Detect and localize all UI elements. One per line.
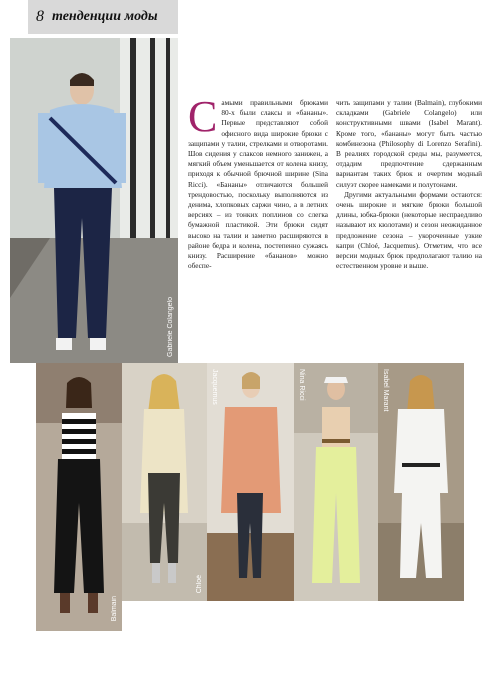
- photo-balmain: [36, 363, 122, 631]
- paragraph: чить защипами у талии (Balmain), глубокими складками (Gabriele Colangelo) или конструктивными швами (Isabel Marant). Кроме того, «бананы» могут быть частью комбинезона (Philosophy di Lorenzo Serafini). В реалиях городской среды мы, разумеется, отдадим предпочтение сдержанным вариантам таких брюк и очертим модный силуэт скорее намеками и полутонами.: [336, 98, 482, 189]
- photo-caption: Nina Ricci: [298, 369, 305, 401]
- drop-cap: С: [188, 92, 218, 141]
- article-column-2: [336, 98, 482, 271]
- section-title: тенденции моды: [52, 9, 158, 24]
- runway-photo-illustration: [36, 363, 122, 631]
- photo-caption: Gabriele Colangelo: [167, 297, 174, 357]
- runway-photo-illustration: [207, 363, 294, 601]
- page-number: 8: [36, 8, 44, 25]
- photo-gabriele-colangelo: [10, 38, 178, 363]
- paragraph: Другими актуальными формами остаются: очень широкие и мягкие брюки большой длины, юбка-брюки (некоторые неспраедливо называют их кюлотами) и сезон неожиданное предложение сезона – укороченные узкие капри (Chloé, Jacquemus). Отметим, что все версии модных брюк предполагают талию на естественном уровне и выше.: [336, 189, 482, 271]
- photo-jacquemus: [207, 363, 294, 601]
- section-header: [28, 0, 178, 34]
- runway-photo-illustration: [378, 363, 464, 601]
- runway-photo-illustration: [10, 38, 178, 363]
- runway-photo-illustration: [122, 363, 207, 601]
- photo-chloe: [122, 363, 207, 601]
- photo-caption: Chloé: [196, 574, 203, 593]
- photo-caption: Jacquemus: [211, 369, 218, 405]
- photo-caption: Isabel Marant: [382, 369, 389, 412]
- photo-nina-ricci: [294, 363, 378, 601]
- paragraph: амыми правильными брюками 80-х были слаксы и «бананы». Первые представляют собой офисного вида широкие брюки с защипами у талии, стрелками и отворотами. Шов сидения у слаксов немного занижен, а мягкий объем уменьшается от колена книзу, приходя к обычной брючной ширине (Sina Ricci). «Бананы» отличаются большей трендовостью, поскольку выполняются из денима, хлопковых саржи чино, а в летних версиях – из тонких поплинов со слегка бумажной пластикой. Эти брюки сидят высоко на талии и заметно расширяются в районе бедра и колена, постепенно сужаясь книзу. Расширение «бананов» можно обеспе-: [188, 98, 328, 271]
- runway-photo-illustration: [294, 363, 378, 601]
- article-column-1: [188, 92, 328, 271]
- photo-isabel-marant: [378, 363, 464, 601]
- photo-caption: Balmain: [111, 595, 118, 621]
